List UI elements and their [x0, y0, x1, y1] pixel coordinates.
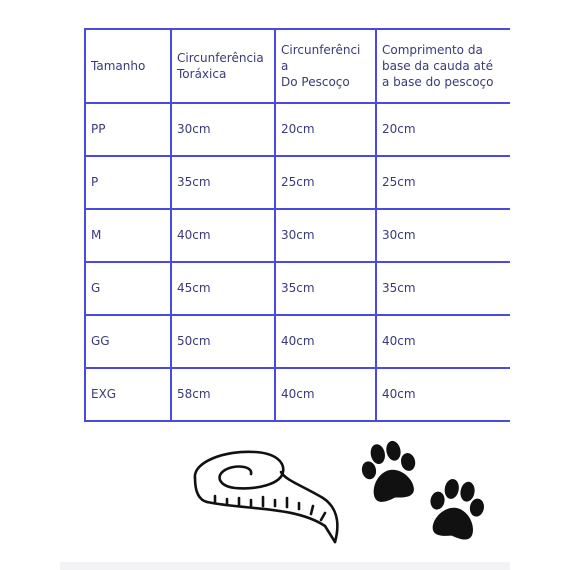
value-cell: 40cm [275, 368, 376, 421]
value-cell: 30cm [171, 103, 275, 156]
table-row [85, 156, 515, 209]
bottom-strip [60, 562, 510, 570]
value-cell: 40cm [171, 209, 275, 262]
value-cell: 35cm [376, 262, 515, 315]
value-cell: 35cm [275, 262, 376, 315]
value-cell: 20cm [376, 103, 515, 156]
value-cell: 30cm [275, 209, 376, 262]
value-cell: 35cm [171, 156, 275, 209]
size-table [84, 28, 516, 422]
table-row [85, 209, 515, 262]
size-cell: P [85, 156, 171, 209]
value-cell: 40cm [376, 368, 515, 421]
header-tamanho: Tamanho [85, 29, 171, 103]
header-circunferencia-pescoco: Circunferênci a Do Pescoço [275, 29, 376, 103]
value-cell: 30cm [376, 209, 515, 262]
value-cell: 40cm [275, 315, 376, 368]
table-header-row [85, 29, 515, 103]
value-cell: 50cm [171, 315, 275, 368]
value-cell: 20cm [275, 103, 376, 156]
value-cell: 40cm [376, 315, 515, 368]
value-cell: 25cm [376, 156, 515, 209]
paw-print-icon [352, 434, 428, 512]
size-cell: G [85, 262, 171, 315]
size-cell: PP [85, 103, 171, 156]
size-cell: M [85, 209, 171, 262]
table-row [85, 315, 515, 368]
value-cell: 25cm [275, 156, 376, 209]
header-comprimento: Comprimento da base da cauda até a base do pescoço [376, 29, 515, 103]
table-row [85, 368, 515, 421]
measuring-tape-icon [185, 440, 345, 550]
value-cell: 58cm [171, 368, 275, 421]
table-row [85, 262, 515, 315]
paw-print-icon [419, 473, 493, 549]
value-cell: 45cm [171, 262, 275, 315]
table-row [85, 103, 515, 156]
header-circunferencia-toraxica: Circunferência Toráxica [171, 29, 275, 103]
right-crop-mask [510, 20, 570, 440]
size-cell: GG [85, 315, 171, 368]
size-cell: EXG [85, 368, 171, 421]
